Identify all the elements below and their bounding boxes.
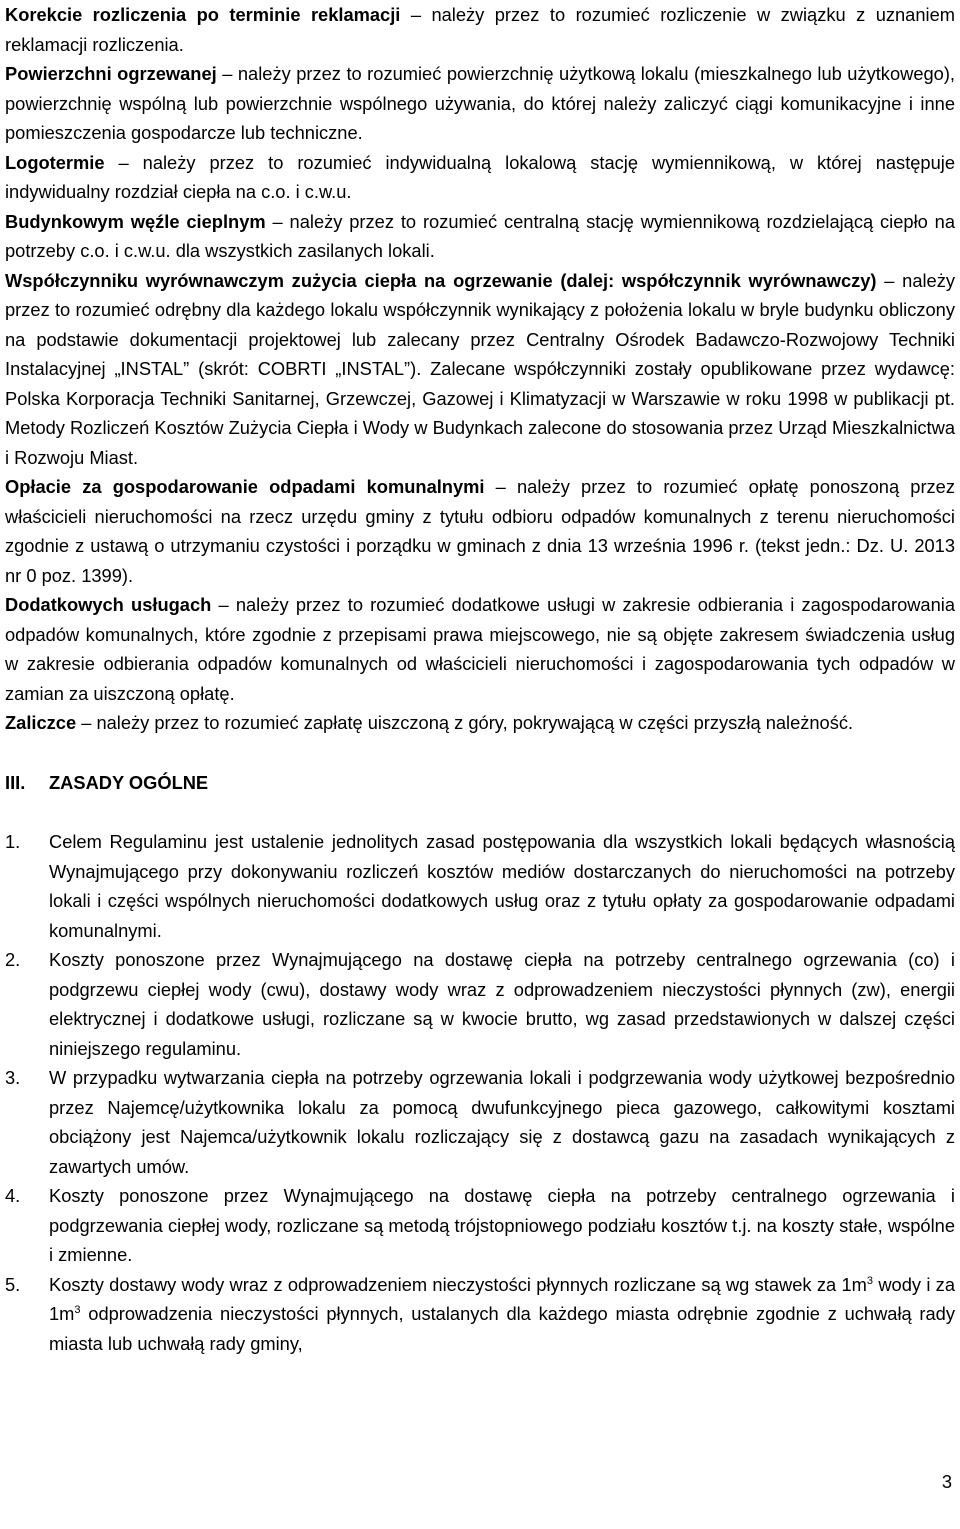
definition-text: należy przez to rozumieć dodatkowe usługi w zakresie odbierania i zagospodarowania odpadów komunalnych, które zgodnie z przepisami prawa miejscowego, nie są objęte zakresem świadczenia usług w zakresie odbierania odpadów komunalnych od właścicieli nieruchomości i zagospodarowania tych odpadów w zamian za uiszczoną opłatę. xyxy=(5,594,955,704)
list-item-number: 3. xyxy=(5,1067,21,1088)
definition-wspolczynnik: Współczynniku wyrównawczym zużycia ciepła na ogrzewanie (dalej: współczynnik wyrównawczy) – należy przez to rozumieć odrębny dla każdego lokalu współczynnik wynikający z położenia lokalu w bryle budynku obliczony na podstawie dokumentacji projektowej lub zalecany przez Centralny Ośrodek Badawczo-Rozwojowy Techniki Instalacyjnej „INSTAL” (skrót: COBRTI „INSTAL”). Zalecane współczynniki zostały opublikowane przez wydawcę: Polska Korporacja Techniki Sanitarnej, Grzewczej, Gazowej i Klimatyzacji w Warszawie w roku 1998 w publikacji pt. Metody Rozliczeń Kosztów Zużycia Ciepła i Wody w Budynkach zalecone do stosowania przez Urząd Mieszkalnictwa i Rozwoju Miast. xyxy=(5,269,956,468)
definition-text: należy przez to rozumieć odrębny dla każdego lokalu współczynnik wynikający z położenia lokalu w bryle budynku obliczony na podstawie dokumentacji projektowej lub zalecany przez Centralny Ośrodek Badawczo-Rozwojowy Techniki Instalacyjnej „INSTAL” (skrót: COBRTI „INSTAL”). Zalecane współczynniki zostały opublikowane przez wydawcę: Polska Korporacja Techniki Sanitarnej, Grzewczej, Gazowej i Klimatyzacji w Warszawie w roku 1998 w publikacji pt. Metody Rozliczeń Kosztów Zużycia Ciepła i Wody w Budynkach zalecone do stosowania przez Urząd Mieszkalnictwa i Rozwoju Miast. xyxy=(5,269,956,468)
definition-text: należy przez to rozumieć centralną stację wymiennikową rozdzielającą ciepło na potrzeby c.o. i c.w.u. dla wszystkich zasilanych lokali. xyxy=(5,210,956,261)
document-page xyxy=(5,0,955,1358)
definition-text: należy przez to rozumieć opłatę ponoszoną przez właścicieli nieruchomości na rzecz urzędu gminy z tytułu odbioru odpadów komunalnych z terenu nieruchomości zgodnie z ustawą o utrzymaniu czystości i porządku w gminach z dnia 13 września 1996 r. (tekst jedn.: Dz. U. 2013 nr 0 poz. 1399). xyxy=(5,476,955,586)
list-item xyxy=(5,827,955,945)
definition-logotermie: Logotermie – należy przez to rozumieć indywidualną lokalową stację wymiennikową, w której następuje indywidualny rozdział ciepła na c.o. i c.w.u. xyxy=(5,151,955,202)
list-item xyxy=(5,1181,955,1270)
section-title: ZASADY OGÓLNE xyxy=(49,771,209,793)
list-item-number: 4. xyxy=(5,1185,21,1206)
list-item-text: W przypadku wytwarzania ciepła na potrzeby ogrzewania lokali i podgrzewania wody użytkowej bezpośrednio przez Najemcę/użytkownika lokalu za pomocą dwufunkcyjnego pieca gazowego, całkowitymi kosztami obciążony jest Najemca/użytkownik lokalu rozliczający się z dostawcą gazu na zasadach wynikających z zawartych umów. xyxy=(49,1067,955,1177)
list-item-text: Koszty ponoszone przez Wynajmującego na dostawę ciepła na potrzeby centralnego ogrzewania (co) i podgrzewu ciepłej wody (cwu), dostawy wody wraz z odprowadzeniem nieczystości płynnych (zw), energii elektrycznej i dodatkowe usługi, rozliczane są w kwocie brutto, wg zasad przedstawionych w dalszej części niniejszego regulaminu. xyxy=(49,949,955,1059)
definition-text: należy przez to rozumieć zapłatę uiszczoną z góry, pokrywającą w części przyszłą należność. xyxy=(96,712,854,733)
page-number: 3 xyxy=(941,1471,952,1492)
list-item-text: Celem Regulaminu jest ustalenie jednolitych zasad postępowania dla wszystkich lokali będących własnością Wynajmującego przy dokonywaniu rozliczeń kosztów mediów dostarczanych do nieruchomości na potrzeby lokali i części wspólnych nieruchomości dodatkowych usług oraz z tytułu opłaty za gospodarowanie odpadami komunalnymi. xyxy=(49,831,955,941)
definition-text: należy przez to rozumieć powierzchnię użytkową lokalu (mieszkalnego lub użytkowego), powierzchnię wspólną lub powierzchnie wspólnego używania, do której należy zaliczyć ciągi komunikacyjne i inne pomieszczenia gospodarcze lub techniczne. xyxy=(5,63,955,143)
list-item xyxy=(5,1270,955,1359)
list-item xyxy=(5,1063,955,1181)
definition-term: Zaliczce xyxy=(5,712,77,733)
definition-term: Budynkowym węźle cieplnym xyxy=(5,210,266,232)
definition-term: Powierzchni ogrzewanej xyxy=(5,63,217,84)
definition-term: Opłacie za gospodarowanie odpadami komunalnymi xyxy=(5,476,485,497)
definition-zaliczka: Zaliczce – należy przez to rozumieć zapłatę uiszczoną z góry, pokrywającą w części przyszłą należność. xyxy=(5,712,854,733)
definition-text: należy przez to rozumieć rozliczenie w związku z uznaniem reklamacji rozliczenia. xyxy=(5,4,955,55)
list-item-text: Koszty ponoszone przez Wynajmującego na dostawę ciepła na potrzeby centralnego ogrzewania i podgrzewania ciepłej wody, rozliczane są metodą trójstopniowego podziału kosztów t.j. na koszty stałe, wspólne i zmienne. xyxy=(49,1185,955,1265)
rules-list xyxy=(5,827,955,1358)
section-heading xyxy=(5,768,955,798)
definition-powierzchnia: Powierzchni ogrzewanej – należy przez to rozumieć powierzchnię użytkową lokalu (mieszkalnego lub użytkowego), powierzchnię wspólną lub powierzchnie wspólnego używania, do której należy zaliczyć ciągi komunikacyjne i inne pomieszczenia gospodarcze lub techniczne. xyxy=(5,63,955,143)
definition-korekta: Korekcie rozliczenia po terminie reklamacji – należy przez to rozumieć rozliczenie w związku z uznaniem reklamacji rozliczenia. xyxy=(5,4,955,55)
definition-term: Korekcie rozliczenia po terminie reklamacji xyxy=(5,4,401,25)
definition-text: należy przez to rozumieć indywidualną lokalową stację wymiennikową, w której następuje indywidualny rozdział ciepła na c.o. i c.w.u. xyxy=(5,151,955,202)
list-item-text: Koszty dostawy wody wraz z odprowadzeniem nieczystości płynnych rozliczane są wg stawek za $1m^3$ wody i za $1m^3$ odprowadzenia nieczystości płynnych, ustalanych dla każdego miasta odrębnie zgodnie z uchwałą rady miasta lub uchwałą rady gminy, xyxy=(49,1273,955,1354)
definition-term: Logotermie xyxy=(5,151,105,173)
definition-term: Współczynniku wyrównawczym zużycia ciepła na ogrzewanie (dalej: współczynnik wyrównawczy) xyxy=(5,269,877,291)
list-item-number: 1. xyxy=(5,831,21,852)
definition-oplata: Opłacie za gospodarowanie odpadami komunalnymi – należy przez to rozumieć opłatę ponoszoną przez właścicieli nieruchomości na rzecz urzędu gminy z tytułu odbioru odpadów komunalnych z terenu nieruchomości zgodnie z ustawą o utrzymaniu czystości i porządku w gminach z dnia 13 września 1996 r. (tekst jedn.: Dz. U. 2013 nr 0 poz. 1399). xyxy=(5,476,955,586)
definitions xyxy=(5,0,955,738)
superscript: 3 xyxy=(74,1303,81,1316)
section-number: III. xyxy=(5,771,26,793)
list-item xyxy=(5,945,955,1063)
definition-uslugi: Dodatkowych usługach – należy przez to rozumieć dodatkowe usługi w zakresie odbierania i zagospodarowania odpadów komunalnych, które zgodnie z przepisami prawa miejscowego, nie są objęte zakresem świadczenia usług w zakresie odbierania odpadów komunalnych od właścicieli nieruchomości i zagospodarowania tych odpadów w zamian za uiszczoną opłatę. xyxy=(5,594,955,704)
list-item-number: 5. xyxy=(5,1273,21,1295)
list-item-number: 2. xyxy=(5,949,21,970)
definition-wezel: Budynkowym węźle cieplnym – należy przez to rozumieć centralną stację wymiennikową rozdzielającą ciepło na potrzeby c.o. i c.w.u. dla wszystkich zasilanych lokali. xyxy=(5,210,956,261)
definition-term: Dodatkowych usługach xyxy=(5,594,212,615)
superscript: 3 xyxy=(866,1274,874,1287)
